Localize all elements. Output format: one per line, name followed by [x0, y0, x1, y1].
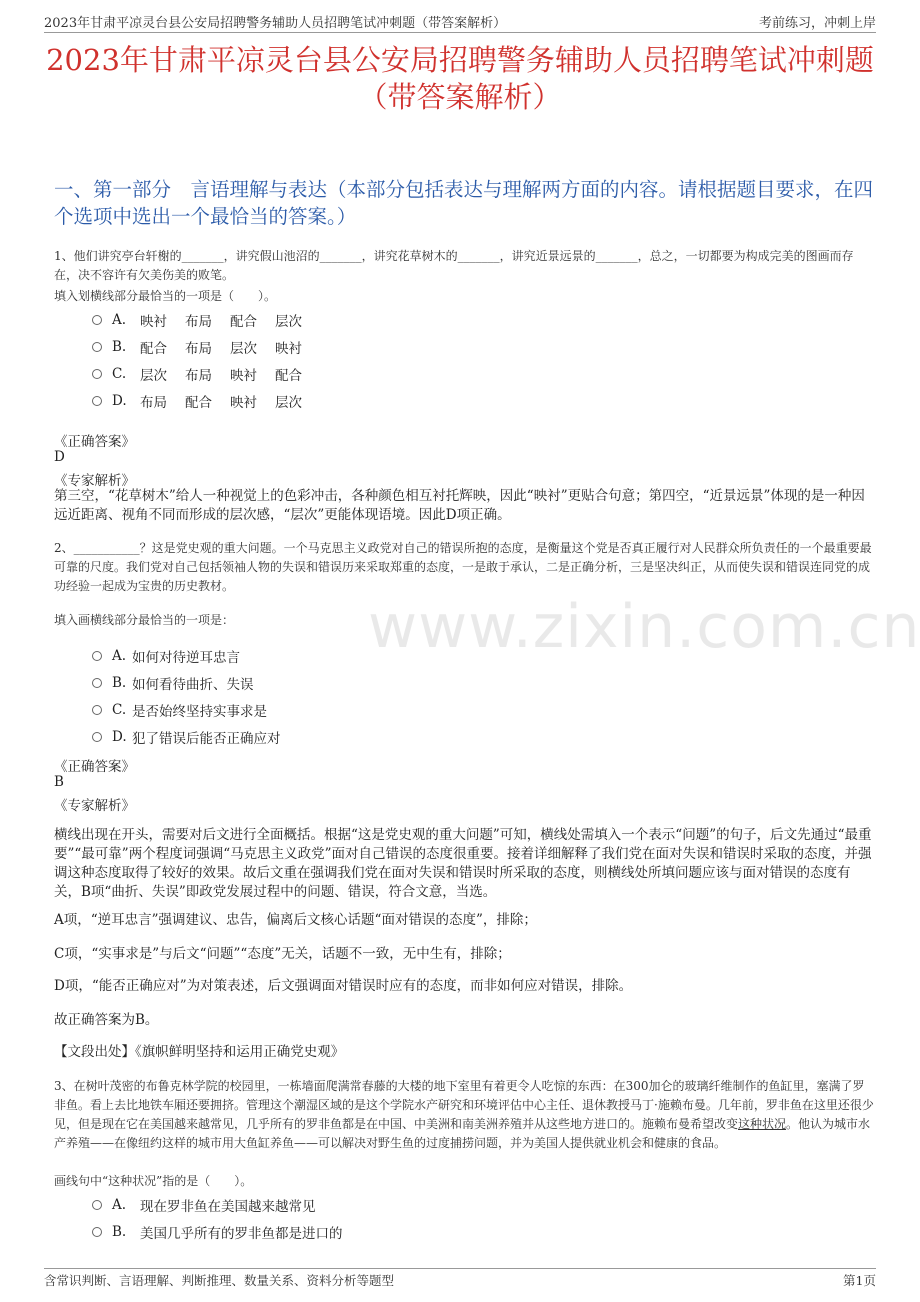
watermark: www.zixin.com.cn: [368, 592, 920, 662]
question-2-analysis-c: C项，“实事求是”与后文“问题”“态度”无关，话题不一致，无中生有，排除；: [54, 946, 511, 962]
question-2-analysis-label: 《专家解析》: [54, 798, 135, 814]
page-header: [44, 10, 876, 33]
question-3-prompt: 画线句中“这种状况”指的是（ ）。: [54, 1174, 253, 1188]
question-1-answer-label: 《正确答案》: [54, 434, 135, 450]
document-title: 2023年甘肃平凉灵台县公安局招聘警务辅助人员招聘笔试冲刺题（带答案解析）: [46, 43, 874, 114]
question-1-option-b[interactable]: B. 配合 布局 层次 映衬: [92, 337, 320, 357]
question-1-option-a[interactable]: A. 映衬 布局 配合 层次: [92, 310, 320, 330]
question-2-answer-label: 《正确答案》: [54, 759, 135, 775]
radio-icon[interactable]: [92, 1227, 102, 1237]
radio-icon[interactable]: [92, 315, 102, 325]
question-1-text: 1、他们讲究亭台轩榭的_______，讲究假山池沼的_______，讲究花草树木的_______，讲究近景远景的_______，总之，一切都要为构成完美的图画而存在，决不容许有欠美伤美的败笔。: [54, 249, 854, 282]
radio-icon[interactable]: [92, 369, 102, 379]
question-1-analysis-label: 《专家解析》: [54, 473, 135, 489]
question-2-text: 2、___________？这是党史观的重大问题。一个马克思主义政党对自己的错误所抱的态度，是衡量这个党是否真正履行对人民群众所负责任的一个最重要最可靠的尺度。我们党对自己包括领袖人物的失误和错误历来采取郑重的态度，一是敢于承认，二是正确分析，三是坚决纠正，从而使失误和错误连同党的成功经验一起成为宝贵的历史教材。: [54, 541, 872, 593]
radio-icon[interactable]: [92, 732, 102, 742]
question-2-answer: B: [54, 774, 64, 790]
radio-icon[interactable]: [92, 396, 102, 406]
radio-icon[interactable]: [92, 651, 102, 661]
header-doc-title: 2023年甘肃平凉灵台县公安局招聘警务辅助人员招聘笔试冲刺题（带答案解析）: [44, 15, 507, 31]
question-2-analysis-conclusion: 故正确答案为B。: [54, 1012, 159, 1028]
question-1-prompt: 填入划横线部分最恰当的一项是（ ）。: [54, 289, 277, 303]
question-3-option-b[interactable]: B. 美国几乎所有的罗非鱼都是进口的: [92, 1222, 343, 1242]
question-3-option-a[interactable]: A. 现在罗非鱼在美国越来越常见: [92, 1195, 316, 1215]
radio-icon[interactable]: [92, 678, 102, 688]
question-2-prompt: 填入画横线部分最恰当的一项是：: [54, 613, 235, 627]
header-slogan: 考前练习，冲刺上岸: [758, 15, 876, 31]
radio-icon[interactable]: [92, 1200, 102, 1210]
page-number: 第1页: [843, 1273, 876, 1288]
question-1-answer: D: [54, 449, 65, 465]
question-1-option-c[interactable]: C. 层次 布局 映衬 配合: [92, 364, 320, 384]
question-2-source: 【文段出处】《旗帜鲜明坚持和运用正确党史观》: [54, 1044, 345, 1060]
footer-description: 含常识判断、言语理解、判断推理、数量关系、资料分析等题型: [44, 1273, 395, 1288]
question-3-text: 3、在树叶茂密的布鲁克林学院的校园里，一栋墙面爬满常春藤的大楼的地下室里有着更令人吃惊的东西：在300加仑的玻璃纤维制作的鱼缸里，塞满了罗非鱼。看上去比地铁车厢还要拥挤。管理这个潮湿区域的是这个学院水产研究和环境评估中心主任、退休教授马丁·施赖布曼。几年前，罗非鱼在这里还很少见，但是现在它在美国越来越常见，几乎所有的罗非鱼都是在中国、中美洲和南美洲养殖并从这些地方进口的。施赖布曼希望改变这种状况。他认为城市水产养殖——在像纽约这样的城市用大鱼缸养鱼——可以解决对野生鱼的过度捕捞问题，并为美国人提供就业机会和健康的食品。: [54, 1079, 874, 1150]
question-2-analysis-d: D项，“能否正确应对”为对策表述，后文强调面对错误时应有的态度，而非如何应对错误，排除。: [54, 978, 633, 994]
section-heading: 一、第一部分 言语理解与表达（本部分包括表达与理解两方面的内容。请根据题目要求，在四个选项中选出一个最恰当的答案。）: [54, 178, 874, 228]
question-1-option-d[interactable]: D. 布局 配合 映衬 层次: [92, 391, 320, 411]
question-2-analysis-main: 横线出现在开头，需要对后文进行全面概括。根据“这是党史观的重大问题”可知，横线处需填入一个表示“问题”的句子，后文先通过“最重要”“最可靠”两个程度词强调“马克思主义政党”面对自己错误的态度很重要。接着详细解释了我们党在面对失误和错误时采取的态度，并强调这种态度取得了较好的效果。故后文重在强调我们党在面对失误和错误时所采取的态度，则横线处所填问题应该与面对错误的态度有关，B项“曲折、失误”即政党发展过程中的问题、错误，符合文意，当选。: [54, 827, 872, 900]
question-2-analysis-a: A项，“逆耳忠言”强调建议、忠告，偏离后文核心话题“面对错误的态度”，排除；: [54, 912, 537, 928]
question-2-option-b[interactable]: B. 如何看待曲折、失误: [92, 673, 254, 693]
radio-icon[interactable]: [92, 705, 102, 715]
question-2-option-c[interactable]: C. 是否始终坚持实事求是: [92, 700, 267, 720]
question-2-option-a[interactable]: A. 如何对待逆耳忠言: [92, 646, 240, 666]
underlined-phrase: 这种状况: [738, 1117, 787, 1131]
radio-icon[interactable]: [92, 342, 102, 352]
question-2-option-d[interactable]: D. 犯了错误后能否正确应对: [92, 727, 281, 747]
question-1-analysis: 第三空，“花草树木”给人一种视觉上的色彩冲击，各种颜色相互衬托辉映，因此“映衬”更贴合句意；第四空，“近景远景”体现的是一种因远近距离、视角不同而形成的层次感，“层次”更能体现语境。因此D项正确。: [54, 488, 865, 523]
page-footer: [44, 1268, 876, 1291]
